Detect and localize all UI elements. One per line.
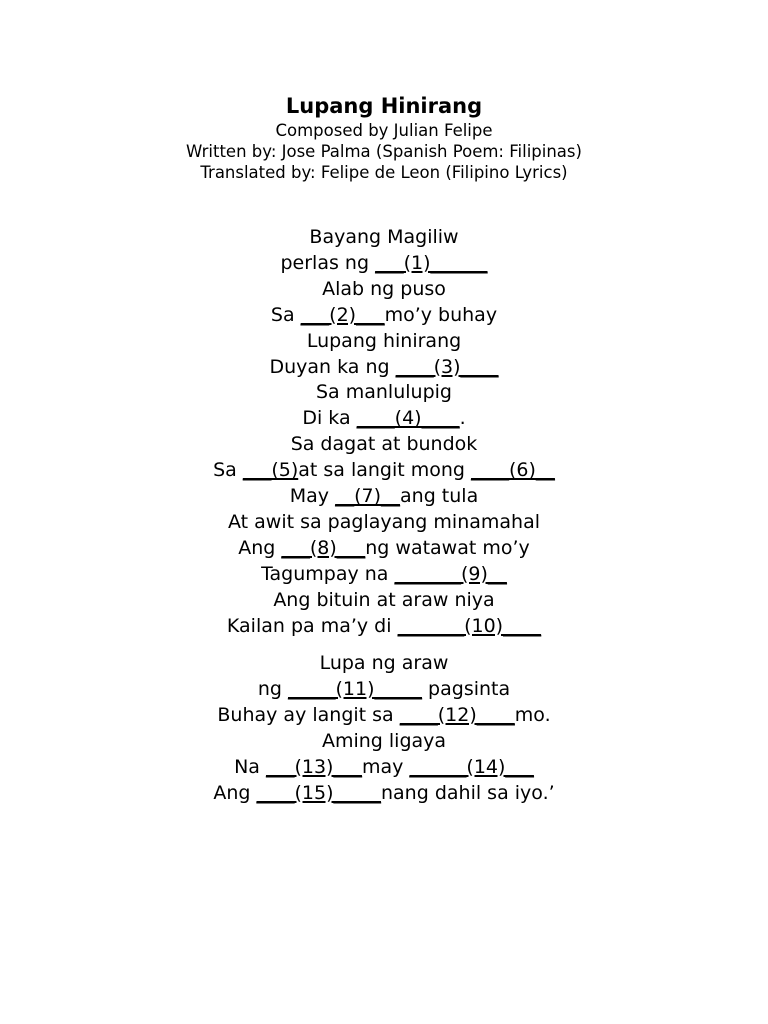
- lyric-text: nang dahil sa iyo.’: [381, 781, 555, 804]
- lyric-text: mo’y buhay: [384, 303, 498, 326]
- lyric-text: Tagumpay na: [261, 562, 395, 585]
- lyric-text: Aming ligaya: [321, 729, 447, 752]
- lyric-line: [0, 251, 768, 277]
- fill-in-blank: ____(12)____: [399, 703, 515, 726]
- lyric-text: Kailan pa ma’y di: [226, 614, 398, 637]
- lyric-line: [0, 225, 768, 251]
- fill-in-blank: ___(5): [242, 459, 299, 482]
- song-title: Lupang Hinirang: [285, 94, 483, 118]
- lyric-line: [0, 510, 768, 536]
- lyric-line: [0, 355, 768, 381]
- fill-in-blank: ___(2)___: [300, 303, 385, 326]
- writer-credit: Written by: Jose Palma (Spanish Poem: Filipinas): [186, 142, 582, 161]
- translator-credit: Translated by: Felipe de Leon (Filipino Lyrics): [200, 163, 568, 182]
- fill-in-blank: ___(13)___: [265, 755, 362, 778]
- lyric-line: [0, 277, 768, 303]
- fill-in-blank: ____(6)__: [471, 459, 555, 482]
- lyric-text: perlas ng: [280, 251, 376, 274]
- lyric-text: Lupa ng araw: [319, 652, 449, 674]
- lyric-text: ang tula: [400, 485, 479, 508]
- lyric-line: [0, 406, 768, 432]
- fill-in-blank: _______(10)____: [397, 614, 542, 637]
- lyric-line: [0, 729, 768, 755]
- song-credits: [0, 120, 768, 183]
- lyric-line: [0, 380, 768, 406]
- composer-credit: Composed by Julian Felipe: [275, 121, 493, 140]
- lyric-line: [0, 484, 768, 510]
- lyric-text: Ang bituin at araw niya: [273, 588, 495, 611]
- lyric-text: Bayang Magiliw: [309, 226, 459, 248]
- fill-in-blank: ____(15)_____: [256, 781, 381, 804]
- fill-in-blank: _______(9)__: [394, 562, 507, 585]
- fill-in-blank: ___(8)___: [281, 536, 366, 559]
- fill-in-blank: ______(14)___: [409, 755, 534, 778]
- fill-in-blank: ____(4)____: [356, 407, 460, 430]
- lyric-text: Alab ng puso: [322, 277, 446, 300]
- fill-in-blank: ____(3)____: [395, 355, 499, 378]
- lyric-text: Sa dagat at bundok: [290, 433, 478, 456]
- lyric-line: [0, 703, 768, 729]
- stanza-1: [0, 225, 768, 640]
- lyric-text: ng watawat mo’y: [365, 536, 530, 559]
- lyric-text: pagsinta: [422, 677, 511, 700]
- lyric-text: .: [459, 407, 466, 430]
- lyric-text: Duyan ka ng: [269, 355, 396, 378]
- lyric-line: [0, 432, 768, 458]
- lyric-line: [0, 651, 768, 677]
- lyric-text: Ang: [213, 781, 257, 804]
- lyric-text: May: [289, 485, 336, 508]
- lyric-text: Buhay ay langit sa: [217, 703, 400, 726]
- lyric-text: ng: [257, 677, 288, 700]
- lyric-line: [0, 781, 768, 807]
- fill-in-blank: ___(1)______: [375, 251, 488, 274]
- lyric-line: [0, 614, 768, 640]
- fill-in-blank: _____(11)_____: [288, 677, 423, 700]
- lyric-text: Na: [234, 755, 266, 778]
- lyric-line: [0, 329, 768, 355]
- lyric-text: at sa langit mong: [298, 459, 472, 482]
- stanza-2: [0, 651, 768, 806]
- lyric-line: [0, 303, 768, 329]
- lyric-line: [0, 755, 768, 781]
- lyric-text: may: [361, 755, 410, 778]
- lyric-line: [0, 458, 768, 484]
- lyric-text: Ang: [238, 536, 282, 559]
- lyric-text: Di ka: [302, 407, 357, 430]
- lyric-line: [0, 588, 768, 614]
- lyric-text: Sa manlulupig: [316, 381, 452, 404]
- lyric-line: [0, 677, 768, 703]
- lyric-text: Sa: [270, 303, 301, 326]
- lyric-text: Lupang hinirang: [306, 329, 462, 352]
- lyric-text: mo.: [514, 703, 551, 726]
- lyric-text: At awit sa paglayang minamahal: [228, 510, 540, 533]
- lyric-line: [0, 562, 768, 588]
- fill-in-blank: __(7)__: [335, 485, 401, 508]
- lyric-line: [0, 536, 768, 562]
- lyric-text: Sa: [213, 459, 243, 482]
